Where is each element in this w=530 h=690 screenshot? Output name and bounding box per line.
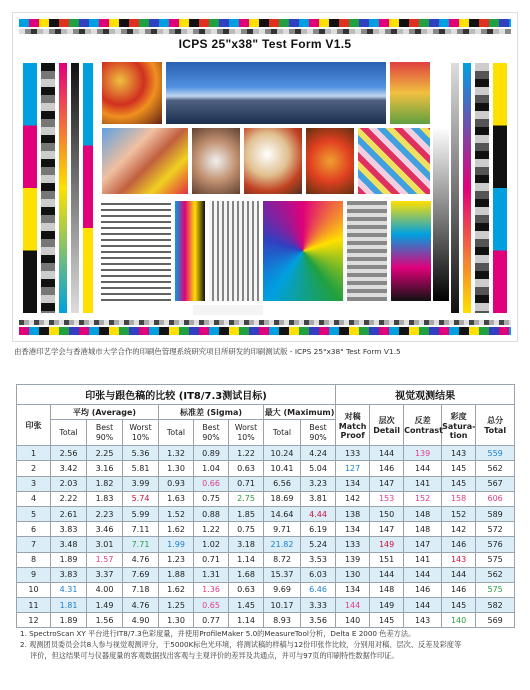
table-cell: 3.46 bbox=[87, 522, 123, 537]
col-avg-total: Total bbox=[51, 420, 87, 446]
side-color-strip bbox=[83, 63, 93, 313]
table-cell: 14.64 bbox=[264, 506, 301, 521]
table-cell: 134 bbox=[336, 476, 370, 491]
table-cell: 1.89 bbox=[51, 552, 87, 567]
table-row bbox=[17, 522, 515, 537]
table-cell: 144 bbox=[404, 461, 442, 476]
row-id: 11 bbox=[17, 598, 51, 613]
table-cell: 144 bbox=[370, 446, 404, 461]
table-cell: 575 bbox=[476, 552, 515, 567]
table-cell: 1.57 bbox=[87, 552, 123, 567]
col-saturation: 彩度 Satura- tion bbox=[442, 405, 476, 446]
table-cell: 1.04 bbox=[194, 461, 229, 476]
table-cell: 148 bbox=[370, 582, 404, 597]
table-cell: 146 bbox=[442, 537, 476, 552]
row-id: 12 bbox=[17, 613, 51, 628]
table-cell: 4.76 bbox=[123, 598, 159, 613]
table-cell: 575 bbox=[476, 582, 515, 597]
target-patch-ramp bbox=[175, 201, 205, 301]
table-cell: 0.75 bbox=[194, 491, 229, 506]
table-cell: 1.31 bbox=[194, 567, 229, 582]
table-cell: 142 bbox=[336, 491, 370, 506]
photo-flowers bbox=[305, 127, 355, 195]
table-cell: 562 bbox=[476, 567, 515, 582]
side-gray-strip bbox=[41, 63, 55, 313]
table-cell: 6.19 bbox=[301, 522, 336, 537]
table-cell: 140 bbox=[336, 613, 370, 628]
table-cell: 4.76 bbox=[123, 552, 159, 567]
table-cell: 1.63 bbox=[159, 491, 194, 506]
table-cell: 143 bbox=[404, 613, 442, 628]
table-cell: 148 bbox=[404, 506, 442, 521]
table-cell: 0.71 bbox=[229, 476, 264, 491]
color-bar-bottom bbox=[19, 327, 511, 335]
table-cell: 1.89 bbox=[51, 613, 87, 628]
row-label-header: 印张 bbox=[17, 405, 51, 446]
side-gray-gradient-strip bbox=[451, 63, 459, 313]
table-cell: 582 bbox=[476, 598, 515, 613]
gray-bar-bottom bbox=[19, 320, 511, 325]
table-cell: 15.37 bbox=[264, 567, 301, 582]
table-cell: 589 bbox=[476, 506, 515, 521]
table-cell: 3.99 bbox=[123, 476, 159, 491]
table-cell: 5.99 bbox=[123, 506, 159, 521]
note-line-2: 2. 观测团员委员会共8人参与视觉观测评分，于5000K标色光环境，将测试稿的样稿与12份印张作比较，分别用对稿、层次、反差及彩度等 bbox=[20, 640, 462, 650]
table-cell: 1.45 bbox=[229, 598, 264, 613]
table-cell: 144 bbox=[442, 567, 476, 582]
table-cell: 145 bbox=[370, 613, 404, 628]
table-cell: 18.69 bbox=[264, 491, 301, 506]
table-cell: 0.75 bbox=[229, 522, 264, 537]
table-cell: 149 bbox=[370, 537, 404, 552]
table-cell: 147 bbox=[404, 537, 442, 552]
table-cell: 3.18 bbox=[229, 537, 264, 552]
table-cell: 2.03 bbox=[51, 476, 87, 491]
table-cell: 0.89 bbox=[194, 446, 229, 461]
form-caption: 由香港印艺学会与香港城市大学合作的印刷色管理系统研究项目所研发的印刷测试版 - ICPS 25"x38" Test Form V1.5 bbox=[14, 347, 401, 356]
table-cell: 10.17 bbox=[264, 598, 301, 613]
table-cell: 130 bbox=[336, 567, 370, 582]
test-form-title: ICPS 25"x38" Test Form V1.5 bbox=[178, 37, 352, 51]
table-cell: 144 bbox=[336, 598, 370, 613]
col-detail: 层次 Detail bbox=[370, 405, 404, 446]
table-row bbox=[17, 552, 515, 567]
table-cell: 144 bbox=[404, 567, 442, 582]
col-contrast: 反差 Contrast bbox=[404, 405, 442, 446]
side-gradient-strip bbox=[463, 63, 471, 313]
table-cell: 2.22 bbox=[51, 491, 87, 506]
target-patch-lines bbox=[209, 201, 259, 301]
left-section-heading: 印张与跟色稿的比较 (IT8/7.3测试目标) bbox=[17, 385, 336, 405]
group-maximum: 最大 (Maximum) bbox=[264, 405, 336, 420]
target-patch-it8 bbox=[263, 201, 343, 301]
results-table bbox=[16, 384, 515, 628]
table-cell: 1.52 bbox=[159, 506, 194, 521]
table-cell: 147 bbox=[370, 476, 404, 491]
table-cell: 3.01 bbox=[87, 537, 123, 552]
side-color-strip bbox=[23, 63, 37, 313]
table-cell: 0.63 bbox=[229, 582, 264, 597]
target-patch-gray bbox=[347, 201, 387, 301]
target-patch-cmyk bbox=[391, 201, 431, 301]
note-line-1: 1. SpectroScan XY 平台进行IT8/7.3色彩度量，并使用ProfileMaker 5.0的MeasureTool分析，Delta E 2000 色差方法。 bbox=[20, 629, 416, 638]
table-cell: 141 bbox=[404, 476, 442, 491]
table-cell: 4.31 bbox=[51, 582, 87, 597]
table-cell: 1.25 bbox=[159, 598, 194, 613]
table-cell: 6.46 bbox=[301, 582, 336, 597]
side-gray-strip bbox=[475, 63, 489, 313]
notes bbox=[20, 628, 514, 661]
row-id: 3 bbox=[17, 476, 51, 491]
table-cell: 1.32 bbox=[159, 446, 194, 461]
table-cell: 1.02 bbox=[194, 537, 229, 552]
table-cell: 3.23 bbox=[301, 476, 336, 491]
table-cell: 146 bbox=[442, 582, 476, 597]
target-patch-gray-wedge bbox=[433, 127, 449, 301]
col-match: 对稿 Match Proof bbox=[336, 405, 370, 446]
table-cell: 134 bbox=[336, 522, 370, 537]
table-cell: 6.56 bbox=[264, 476, 301, 491]
table-cell: 145 bbox=[442, 461, 476, 476]
group-sigma: 标准差 (Sigma) bbox=[159, 405, 264, 420]
table-cell: 6.03 bbox=[301, 567, 336, 582]
table-cell: 1.49 bbox=[87, 598, 123, 613]
row-id: 9 bbox=[17, 567, 51, 582]
row-id: 6 bbox=[17, 522, 51, 537]
table-cell: 4.44 bbox=[301, 506, 336, 521]
table-cell: 1.30 bbox=[159, 461, 194, 476]
table-cell: 143 bbox=[442, 552, 476, 567]
table-cell: 1.14 bbox=[229, 613, 264, 628]
table-cell: 144 bbox=[404, 598, 442, 613]
col-max-total: Total bbox=[264, 420, 301, 446]
gray-bar-top bbox=[19, 29, 511, 34]
table-row bbox=[17, 461, 515, 476]
table-cell: 0.88 bbox=[194, 506, 229, 521]
table-cell: 142 bbox=[442, 522, 476, 537]
table-cell: 10.41 bbox=[264, 461, 301, 476]
table-cell: 0.77 bbox=[194, 613, 229, 628]
table-cell: 4.00 bbox=[87, 582, 123, 597]
table-cell: 5.24 bbox=[301, 537, 336, 552]
table-row bbox=[17, 613, 515, 628]
results-table-wrap bbox=[16, 384, 514, 628]
col-total-score: 总分 Total bbox=[476, 405, 515, 446]
table-row bbox=[17, 567, 515, 582]
table-cell: 3.83 bbox=[51, 567, 87, 582]
table-cell: 141 bbox=[404, 552, 442, 567]
table-cell: 7.71 bbox=[123, 537, 159, 552]
table-cell: 0.93 bbox=[159, 476, 194, 491]
table-cell: 1.36 bbox=[194, 582, 229, 597]
color-bar-top bbox=[19, 19, 511, 27]
table-cell: 1.81 bbox=[51, 598, 87, 613]
photo-vertical bbox=[389, 61, 431, 125]
table-cell: 139 bbox=[404, 446, 442, 461]
results-table-body bbox=[17, 446, 515, 628]
table-cell: 1.68 bbox=[229, 567, 264, 582]
row-id: 5 bbox=[17, 506, 51, 521]
side-gray-gradient-strip bbox=[71, 63, 79, 313]
table-cell: 133 bbox=[336, 446, 370, 461]
table-cell: 562 bbox=[476, 461, 515, 476]
table-cell: 7.18 bbox=[123, 582, 159, 597]
table-cell: 134 bbox=[336, 582, 370, 597]
table-cell: 3.16 bbox=[87, 461, 123, 476]
table-cell: 4.90 bbox=[123, 613, 159, 628]
table-cell: 8.93 bbox=[264, 613, 301, 628]
table-cell: 3.81 bbox=[301, 491, 336, 506]
table-cell: 1.82 bbox=[87, 476, 123, 491]
table-cell: 1.83 bbox=[87, 491, 123, 506]
side-color-strip bbox=[493, 63, 507, 313]
table-cell: 5.81 bbox=[123, 461, 159, 476]
table-cell: 8.72 bbox=[264, 552, 301, 567]
table-cell: 145 bbox=[442, 476, 476, 491]
table-row bbox=[17, 491, 515, 506]
table-row bbox=[17, 598, 515, 613]
col-sigma-best: Best 90% bbox=[194, 420, 229, 446]
table-cell: 149 bbox=[370, 598, 404, 613]
table-cell: 152 bbox=[442, 506, 476, 521]
table-cell: 144 bbox=[370, 567, 404, 582]
table-cell: 559 bbox=[476, 446, 515, 461]
table-cell: 1.30 bbox=[159, 613, 194, 628]
group-average: 平均 (Average) bbox=[51, 405, 159, 420]
table-cell: 151 bbox=[370, 552, 404, 567]
table-cell: 152 bbox=[404, 491, 442, 506]
table-cell: 9.69 bbox=[264, 582, 301, 597]
target-patch-grayscale bbox=[101, 201, 171, 301]
table-cell: 3.83 bbox=[51, 522, 87, 537]
right-section-heading: 视觉观测结果 bbox=[336, 385, 515, 405]
table-cell: 2.75 bbox=[229, 491, 264, 506]
table-row bbox=[17, 537, 515, 552]
table-cell: 145 bbox=[442, 598, 476, 613]
table-cell: 140 bbox=[442, 613, 476, 628]
table-cell: 4.24 bbox=[301, 446, 336, 461]
photo-food bbox=[243, 127, 303, 195]
table-cell: 7.69 bbox=[123, 567, 159, 582]
table-cell: 2.23 bbox=[87, 506, 123, 521]
table-cell: 21.82 bbox=[264, 537, 301, 552]
table-cell: 569 bbox=[476, 613, 515, 628]
table-cell: 0.71 bbox=[194, 552, 229, 567]
photo-dish bbox=[191, 127, 241, 195]
table-cell: 133 bbox=[336, 537, 370, 552]
table-cell: 576 bbox=[476, 537, 515, 552]
table-cell: 1.14 bbox=[229, 552, 264, 567]
col-avg-best: Best 90% bbox=[87, 420, 123, 446]
table-row bbox=[17, 476, 515, 491]
table-cell: 150 bbox=[370, 506, 404, 521]
table-cell: 5.04 bbox=[301, 461, 336, 476]
photo-skyline bbox=[165, 61, 387, 125]
test-form-image bbox=[12, 12, 518, 342]
table-cell: 572 bbox=[476, 522, 515, 537]
table-cell: 146 bbox=[370, 461, 404, 476]
table-cell: 148 bbox=[404, 522, 442, 537]
table-cell: 0.66 bbox=[194, 476, 229, 491]
row-id: 1 bbox=[17, 446, 51, 461]
table-cell: 10.24 bbox=[264, 446, 301, 461]
table-cell: 9.71 bbox=[264, 522, 301, 537]
table-cell: 146 bbox=[404, 582, 442, 597]
table-cell: 2.61 bbox=[51, 506, 87, 521]
table-cell: 1.23 bbox=[159, 552, 194, 567]
table-row bbox=[17, 506, 515, 521]
photo-fruit bbox=[101, 61, 163, 125]
table-cell: 1.85 bbox=[229, 506, 264, 521]
table-cell: 158 bbox=[442, 491, 476, 506]
row-id: 10 bbox=[17, 582, 51, 597]
logo-area bbox=[193, 305, 263, 315]
table-cell: 1.22 bbox=[194, 522, 229, 537]
table-row bbox=[17, 582, 515, 597]
table-cell: 0.65 bbox=[194, 598, 229, 613]
table-cell: 3.53 bbox=[301, 552, 336, 567]
table-cell: 138 bbox=[336, 506, 370, 521]
table-cell: 147 bbox=[370, 522, 404, 537]
table-cell: 2.25 bbox=[87, 446, 123, 461]
table-cell: 127 bbox=[336, 461, 370, 476]
side-gradient-strip bbox=[59, 63, 67, 313]
table-cell: 1.88 bbox=[159, 567, 194, 582]
table-cell: 143 bbox=[442, 446, 476, 461]
col-sigma-total: Total bbox=[159, 420, 194, 446]
table-cell: 3.48 bbox=[51, 537, 87, 552]
table-row bbox=[17, 446, 515, 461]
table-cell: 1.62 bbox=[159, 522, 194, 537]
photo-fabric bbox=[357, 127, 431, 195]
col-max-best: Best 90% bbox=[301, 420, 336, 446]
table-cell: 3.33 bbox=[301, 598, 336, 613]
table-cell: 7.11 bbox=[123, 522, 159, 537]
row-id: 2 bbox=[17, 461, 51, 476]
table-cell: 567 bbox=[476, 476, 515, 491]
col-avg-worst: Worst 10% bbox=[123, 420, 159, 446]
row-id: 8 bbox=[17, 552, 51, 567]
table-cell: 1.62 bbox=[159, 582, 194, 597]
table-cell: 1.22 bbox=[229, 446, 264, 461]
row-id: 4 bbox=[17, 491, 51, 506]
note-line-3: 评价，但这结果可与仪器度量的客观数据找出客观与主观评价的差异及共通点，并可与97页的印刷特性数据作印证。 bbox=[30, 651, 399, 661]
row-id: 7 bbox=[17, 537, 51, 552]
table-cell: 0.63 bbox=[229, 461, 264, 476]
table-cell: 1.99 bbox=[159, 537, 194, 552]
table-cell: 139 bbox=[336, 552, 370, 567]
table-cell: 3.37 bbox=[87, 567, 123, 582]
table-cell: 153 bbox=[370, 491, 404, 506]
table-cell: 3.56 bbox=[301, 613, 336, 628]
table-cell: 2.56 bbox=[51, 446, 87, 461]
col-sigma-worst: Worst 10% bbox=[229, 420, 264, 446]
table-cell: 5.74 bbox=[123, 491, 159, 506]
table-cell: 3.42 bbox=[51, 461, 87, 476]
table-cell: 606 bbox=[476, 491, 515, 506]
table-cell: 5.36 bbox=[123, 446, 159, 461]
table-cell: 1.56 bbox=[87, 613, 123, 628]
photo-children bbox=[101, 127, 189, 195]
